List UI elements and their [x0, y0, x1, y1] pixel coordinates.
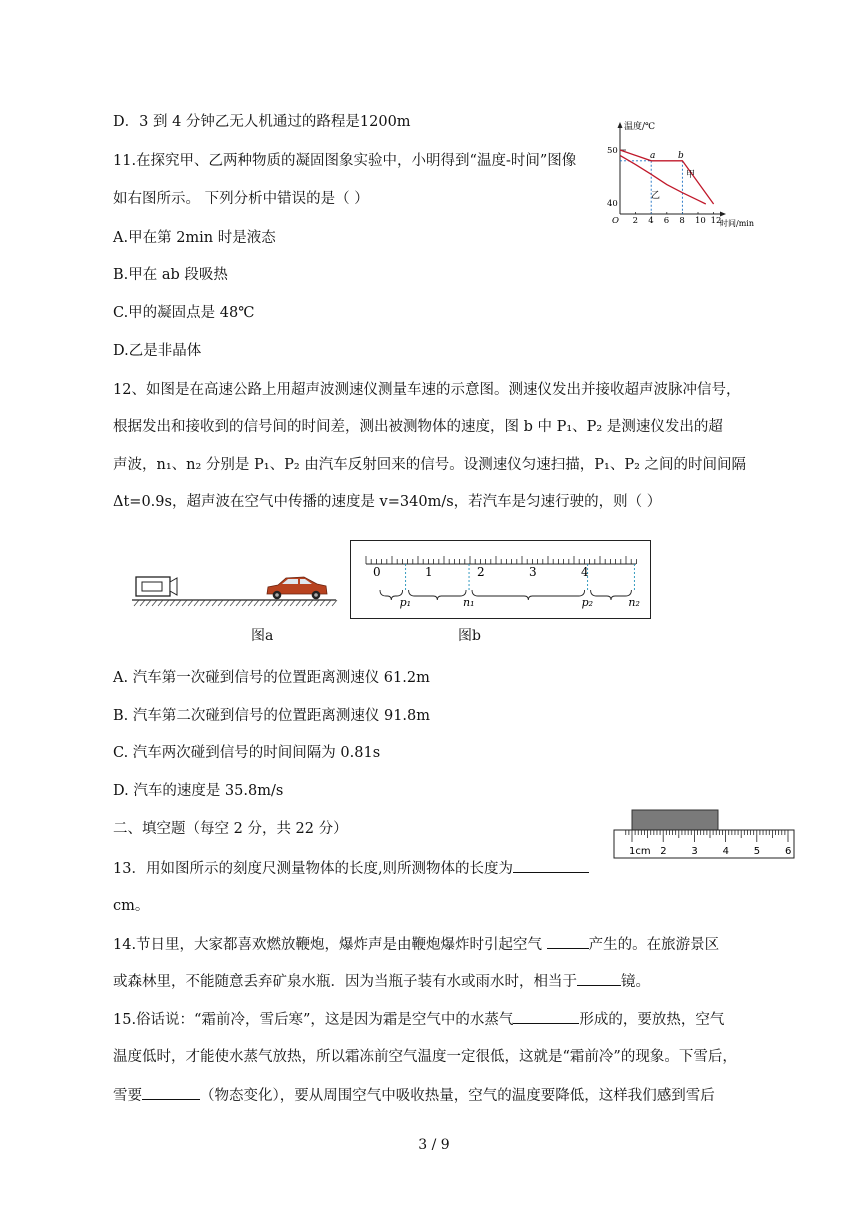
- q15-text-d: （物态变化），要从周围空气中吸收热量，空气的温度要降低，这样我们感到雪后: [200, 1088, 715, 1104]
- ruler-label: 6: [785, 846, 792, 857]
- q11-option-c: C.甲的凝固点是 48℃: [113, 305, 255, 321]
- q12-option-b: B. 汽车第二次碰到信号的位置距离测速仪 91.8m: [113, 708, 431, 724]
- speed-meter-horn: [170, 578, 177, 595]
- hatch-line: [200, 600, 205, 606]
- hatch-line: [332, 600, 337, 606]
- q12-option-c: C. 汽车两次碰到信号的时间间隔为 0.81s: [113, 745, 381, 761]
- hatch-line: [314, 600, 319, 606]
- q11-stem-line1: 11.在探究甲、乙两种物质的凝固图象实验中，小明得到“温度-时间”图像: [113, 153, 577, 169]
- hatch-line: [218, 600, 223, 606]
- hatch-line: [224, 600, 229, 606]
- y-tick-40: 40: [607, 199, 618, 209]
- hatch-line: [146, 600, 151, 606]
- q13-line1: [113, 858, 589, 879]
- scale-number: 4: [581, 565, 589, 579]
- q14-text-c: 或森林里，不能随意丢弃矿泉水瓶．因为当瓶子装有水或雨水时，相当于: [113, 974, 577, 990]
- x-tick-label: 12: [710, 216, 722, 226]
- hatch-line: [290, 600, 295, 606]
- hatch-line: [134, 600, 139, 606]
- car-icon: [267, 577, 327, 599]
- q14-text-b: 产生的。在旅游景区: [588, 937, 720, 953]
- hatch-line: [320, 600, 325, 606]
- point-a-label: a: [650, 151, 656, 161]
- hatch-line: [296, 600, 301, 606]
- q12-option-d: D. 汽车的速度是 35.8m/s: [113, 783, 284, 799]
- q14-text-a: 14.节日里，大家都喜欢燃放鞭炮，爆炸声是由鞭炮爆炸时引起空气: [113, 937, 547, 953]
- y-tick-50: 50: [607, 146, 618, 156]
- q14-blank-1: [547, 934, 589, 949]
- display-frame: [351, 541, 651, 619]
- q10-option-d: D．3 到 4 分钟乙无人机通过的路程是1200m: [113, 114, 411, 130]
- q12-figure-a: [130, 568, 340, 618]
- hatch-line: [326, 600, 331, 606]
- hatch-line: [194, 600, 199, 606]
- hatch-line: [308, 600, 313, 606]
- q12-stem-line2: 根据发出和接收到的信号间的时间差，测出被测物体的速度，图 b 中 P₁、P₂ 是测速仪发出的超: [113, 419, 723, 435]
- q11-option-b: B.甲在 ab 段吸热: [113, 267, 228, 283]
- q13-ruler-figure: [612, 808, 797, 864]
- road-hatching: [134, 600, 337, 606]
- q13-text: 13．用如图所示的刻度尺测量物体的长度,则所测物体的长度为: [113, 861, 514, 877]
- scale-number: 2: [477, 565, 485, 579]
- q14-line1: [113, 934, 719, 955]
- ruler-label: 1cm: [629, 846, 651, 857]
- hatch-line: [170, 600, 175, 606]
- hatch-line: [176, 600, 181, 606]
- figure-a-caption: 图a: [251, 628, 274, 644]
- hatch-line: [302, 600, 307, 606]
- hatch-line: [284, 600, 289, 606]
- q12-stem-line1: 12、如图是在高速公路上用超声波测速仪测量车速的示意图。测速仪发出并接收超声波脉冲信号，: [113, 382, 741, 398]
- q15-line1: [113, 1009, 724, 1030]
- q11-option-a: A.甲在第 2min 时是液态: [113, 230, 276, 246]
- x-tick-label: 6: [663, 216, 670, 226]
- q12-figure-b: [350, 540, 652, 620]
- q13-answer-blank: [513, 858, 589, 873]
- ruler-label: 5: [753, 846, 761, 857]
- q15-blank-2: [142, 1085, 200, 1100]
- curve-jia-label: 甲: [686, 170, 696, 180]
- q11-stem-line2: 如右图所示。 下列分析中错误的是（ ）: [113, 191, 369, 207]
- x-tick-label: 4: [648, 216, 654, 226]
- signal-label: n₂: [628, 596, 640, 609]
- x-tick-label: 10: [695, 216, 706, 226]
- q11-temperature-time-graph: [604, 118, 764, 230]
- page-number: 3 / 9: [418, 1137, 450, 1153]
- hatch-line: [158, 600, 163, 606]
- q15-line2: 温度低时，才能使水蒸气放热，所以霜冻前空气温度一定很低，这就是“霜前冷”的现象。下雪后，: [113, 1049, 737, 1065]
- x-tick-label: 8: [679, 216, 685, 226]
- q14-blank-2: [577, 971, 621, 986]
- q14-text-d: 镜。: [621, 974, 650, 990]
- q15-blank-1: [513, 1009, 579, 1024]
- series-line-jia: [620, 150, 714, 204]
- y-axis-arrow: [618, 122, 623, 128]
- q15-text-c: 雪要: [113, 1088, 142, 1104]
- signal-label: p₁: [399, 596, 412, 609]
- hatch-line: [260, 600, 265, 606]
- hatch-line: [152, 600, 157, 606]
- hatch-line: [206, 600, 211, 606]
- scale-number: 0: [373, 565, 381, 579]
- x-tick-label: O: [612, 216, 619, 226]
- hatch-line: [236, 600, 241, 606]
- hatch-line: [242, 600, 247, 606]
- hatch-line: [188, 600, 193, 606]
- hatch-line: [212, 600, 217, 606]
- q12-stem-line3: 声波，n₁、n₂ 分别是 P₁、P₂ 由汽车反射回来的信号。设测速仪匀速扫描，P₁、P₂ 之间的时间间隔: [113, 457, 747, 473]
- x-axis-label: 时间/min: [720, 219, 754, 228]
- curve-yi-label: 乙: [651, 191, 661, 201]
- hatch-line: [230, 600, 235, 606]
- q13-line2: cm。: [113, 898, 150, 914]
- ruler-label: 3: [691, 846, 698, 857]
- q12-option-a: A. 汽车第一次碰到信号的位置距离测速仪 61.2m: [113, 670, 430, 686]
- hatch-line: [254, 600, 259, 606]
- figure-b-caption: 图b: [458, 628, 481, 644]
- scale-number: 1: [425, 565, 433, 579]
- y-axis-label: 温度/℃: [624, 122, 656, 132]
- ruler-label: 2: [660, 846, 667, 857]
- q12-stem-line4: Δt=0.9s，超声波在空气中传播的速度是 v=340m/s，若汽车是匀速行驶的，则（ ）: [113, 494, 662, 510]
- hatch-line: [278, 600, 283, 606]
- q15-text-b: 形成的，要放热，空气: [579, 1012, 725, 1028]
- scale-number: 3: [529, 565, 537, 579]
- q15-line3: [113, 1085, 715, 1106]
- signal-label: p₂: [581, 596, 594, 609]
- hatch-line: [140, 600, 145, 606]
- speed-meter-lens: [142, 582, 162, 591]
- hatch-line: [272, 600, 277, 606]
- q14-line2: [113, 971, 650, 992]
- x-tick-label: 2: [632, 216, 639, 226]
- hatch-line: [182, 600, 187, 606]
- signal-label: n₁: [463, 596, 475, 609]
- q15-text-a: 15.俗话说：“霜前冷，雪后寒”，这是因为霜是空气中的水蒸气: [113, 1012, 514, 1028]
- section-fill-in-heading: 二、填空题（每空 2 分，共 22 分）: [113, 821, 348, 837]
- measured-block: [632, 810, 718, 830]
- point-b-label: b: [678, 151, 684, 161]
- hatch-line: [248, 600, 253, 606]
- hatch-line: [164, 600, 169, 606]
- q11-option-d: D.乙是非晶体: [113, 343, 202, 359]
- hatch-line: [266, 600, 271, 606]
- ruler-label: 4: [722, 846, 729, 857]
- plot-area: [620, 150, 714, 214]
